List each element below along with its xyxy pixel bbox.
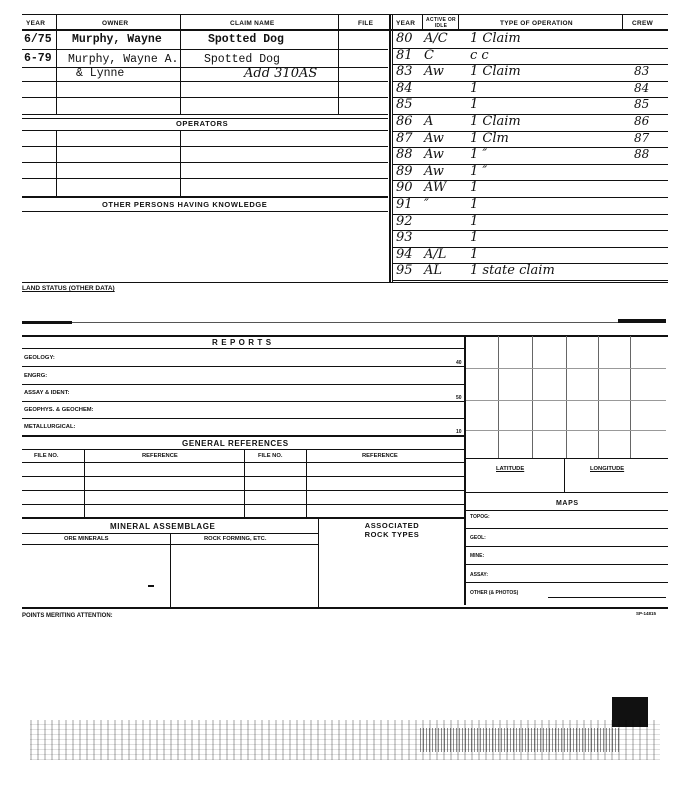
activity-year: 81 xyxy=(396,47,413,63)
owner-claim-1: Spotted Dog xyxy=(208,33,284,46)
activity-type: 1 ″ xyxy=(470,163,488,179)
activity-status: A/L xyxy=(424,246,447,262)
activity-status: ″ xyxy=(424,197,429,212)
activity-type: 1 state claim xyxy=(470,263,555,279)
activity-status: A/C xyxy=(424,31,448,46)
activity-year: 94 xyxy=(396,246,413,262)
report-engrg: ENGRG: xyxy=(24,373,48,379)
activity-type: 1 Claim xyxy=(470,114,521,129)
maps-topog: TOPOG: xyxy=(470,514,490,520)
maps-geol: GEOL: xyxy=(470,535,486,541)
activity-year: 85 xyxy=(396,97,413,113)
report-geophys: GEOPHYS. & GEOCHEM: xyxy=(24,407,94,413)
header-year-2: YEAR xyxy=(396,20,416,27)
activity-year: 90 xyxy=(396,180,413,196)
activity-type: 1 xyxy=(470,97,479,113)
activity-year: 88 xyxy=(396,147,413,163)
report-num-10: 10 xyxy=(456,429,462,435)
activity-row-divider xyxy=(393,97,668,98)
form-number: SP-14815 xyxy=(636,611,657,616)
header-owner: OWNER xyxy=(102,20,129,27)
activity-crew: 87 xyxy=(634,130,650,145)
report-num-50: 50 xyxy=(456,395,462,401)
general-references-heading: GENERAL REFERENCES xyxy=(182,439,289,448)
activity-type: 1 Clm xyxy=(470,130,509,146)
owner-name-3: & Lynne xyxy=(76,67,125,80)
activity-type: c c xyxy=(470,47,489,63)
activity-year: 80 xyxy=(396,31,413,46)
activity-type: 1 xyxy=(470,80,479,96)
activity-year: 93 xyxy=(396,230,413,246)
activity-type: 1 xyxy=(470,230,479,246)
activity-year: 87 xyxy=(396,130,413,146)
ref-reference: REFERENCE xyxy=(142,453,178,459)
scan-noise-dark xyxy=(420,728,620,752)
activity-type: 1 xyxy=(470,213,479,229)
owner-year-1: 6/75 xyxy=(24,33,52,46)
activity-crew: 84 xyxy=(634,80,650,95)
latitude-label: LATITUDE xyxy=(496,466,525,472)
activity-year: 84 xyxy=(396,80,413,96)
associated-rock-types-heading: ASSOCIATED ROCK TYPES xyxy=(364,521,420,539)
mineral-assemblage-heading: MINERAL ASSEMBLAGE xyxy=(110,522,216,531)
activity-status: Aw xyxy=(424,163,444,179)
activity-status: AW xyxy=(424,180,447,196)
longitude-label: LONGITUDE xyxy=(590,466,625,472)
activity-year: 89 xyxy=(396,163,413,179)
ore-minerals-label: ORE MINERALS xyxy=(64,536,109,542)
activity-type: 1 xyxy=(470,197,479,212)
activity-status: A xyxy=(424,114,434,129)
maps-assay: ASSAY: xyxy=(470,572,489,578)
activity-type: 1 ″ xyxy=(470,147,488,163)
activity-row-divider xyxy=(393,81,668,82)
activity-year: 92 xyxy=(396,213,413,229)
activity-row-divider xyxy=(393,230,668,231)
report-num-40: 40 xyxy=(456,360,462,366)
activity-type: 1 xyxy=(470,246,479,262)
activity-year: 83 xyxy=(396,64,413,80)
ref-file-no: FILE NO. xyxy=(34,453,59,459)
reports-heading: R E P O R T S xyxy=(212,338,272,347)
owner-year-2: 6-79 xyxy=(24,52,52,65)
activity-type: 1 Claim xyxy=(470,64,521,80)
header-type-of-operation: TYPE OF OPERATION xyxy=(500,20,573,27)
maps-other: OTHER (& PHOTOS) xyxy=(470,590,519,596)
activity-year: 86 xyxy=(396,114,413,129)
owner-claim-3: Add 310AS xyxy=(244,66,318,81)
activity-year: 95 xyxy=(396,263,413,279)
owner-claim-2: Spotted Dog xyxy=(204,53,280,66)
other-persons-heading: OTHER PERSONS HAVING KNOWLEDGE xyxy=(102,200,268,209)
ref-reference-2: REFERENCE xyxy=(362,453,398,459)
operators-heading: OPERATORS xyxy=(176,119,229,128)
header-file: FILE xyxy=(358,20,374,27)
owner-name-1: Murphy, Wayne xyxy=(72,33,162,46)
activity-status: AL xyxy=(424,263,443,279)
activity-row-divider xyxy=(393,280,668,281)
activity-status: C xyxy=(424,47,434,63)
activity-row-divider xyxy=(393,197,668,198)
activity-crew: 86 xyxy=(634,114,650,128)
activity-crew: 88 xyxy=(634,147,650,162)
activity-crew: 85 xyxy=(634,97,650,112)
header-year: YEAR xyxy=(26,20,46,27)
header-crew: CREW xyxy=(632,20,654,27)
maps-heading: MAPS xyxy=(556,500,579,507)
activity-status: Aw xyxy=(424,64,444,80)
activity-row-divider xyxy=(393,114,668,115)
report-geology: GEOLOGY: xyxy=(24,355,55,361)
rock-forming-label: ROCK FORMING, ETC. xyxy=(204,536,267,542)
points-meriting-attention: POINTS MERITING ATTENTION: xyxy=(22,613,113,619)
activity-row-divider xyxy=(393,214,668,215)
activity-row-divider xyxy=(393,48,668,49)
activity-type: 1 Claim xyxy=(470,31,521,46)
activity-status: Aw xyxy=(424,147,444,163)
ref-file-no-2: FILE NO. xyxy=(258,453,283,459)
activity-type: 1 xyxy=(470,180,479,196)
activity-year: 91 xyxy=(396,197,413,212)
report-metallurgical: METALLURGICAL: xyxy=(24,424,76,430)
header-claim-name: CLAIM NAME xyxy=(230,20,275,27)
report-assay: ASSAY & IDENT: xyxy=(24,390,70,396)
activity-status: Aw xyxy=(424,130,444,146)
header-active-idle: ACTIVE OR IDLE xyxy=(426,17,456,29)
land-status-label: LAND STATUS (OTHER DATA) xyxy=(22,285,115,292)
maps-mine: MINE: xyxy=(470,553,485,559)
activity-crew: 83 xyxy=(634,64,650,79)
owner-name-2: Murphy, Wayne A. xyxy=(68,53,179,66)
